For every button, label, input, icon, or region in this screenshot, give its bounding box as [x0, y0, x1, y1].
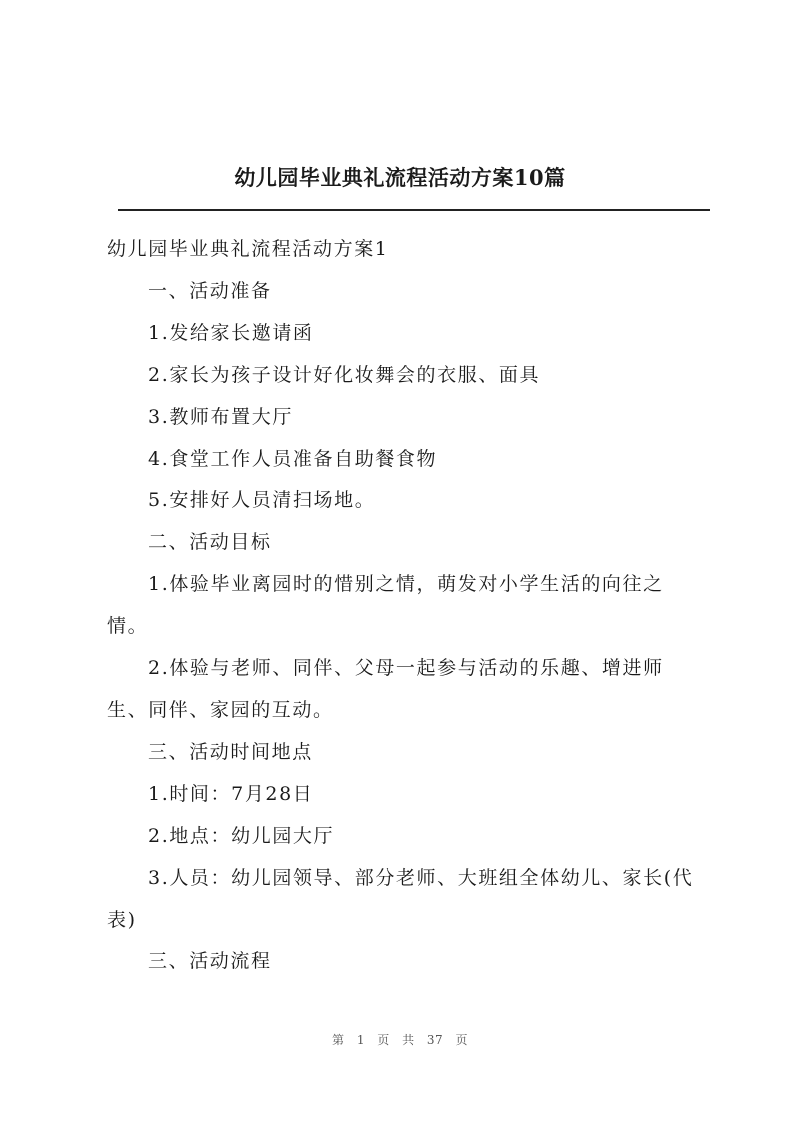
paragraph: 3.教师布置大厅 — [148, 405, 293, 428]
paragraph: 2.体验与老师、同伴、父母一起参与活动的乐趣、增进师生、同伴、家园的互动。 — [107, 657, 664, 721]
paragraph: 1.体验毕业离园时的惜别之情，萌发对小学生活的向往之情。 — [107, 573, 664, 638]
paragraph: 三、活动时间地点 — [148, 740, 313, 763]
paragraph: 1.发给家长邀请函 — [148, 321, 314, 344]
paragraph: 4.食堂工作人员准备自助餐食物 — [148, 447, 438, 470]
paragraph: 二、活动目标 — [148, 531, 272, 554]
paragraph: 三、活动流程 — [148, 950, 272, 973]
paragraph: 2.地点：幼儿园大厅 — [148, 824, 335, 847]
paragraph: 5.安排好人员清扫场地。 — [148, 489, 376, 512]
section-heading: 幼儿园毕业典礼流程活动方案1 — [107, 238, 389, 260]
paragraph: 3.人员：幼儿园领导、部分老师、大班组全体幼儿、家长(代表) — [107, 866, 694, 931]
paragraph: 1.时间：7月28日 — [148, 782, 314, 805]
title-divider — [118, 209, 710, 211]
document-title: 幼儿园毕业典礼流程活动方案10篇 — [234, 165, 566, 190]
page-number-footer: 第 1 页 共 37 页 — [332, 1033, 468, 1047]
paragraph: 一、活动准备 — [148, 279, 272, 302]
document-body — [107, 229, 695, 983]
paragraph: 2.家长为孩子设计好化妆舞会的衣服、面具 — [148, 363, 541, 386]
